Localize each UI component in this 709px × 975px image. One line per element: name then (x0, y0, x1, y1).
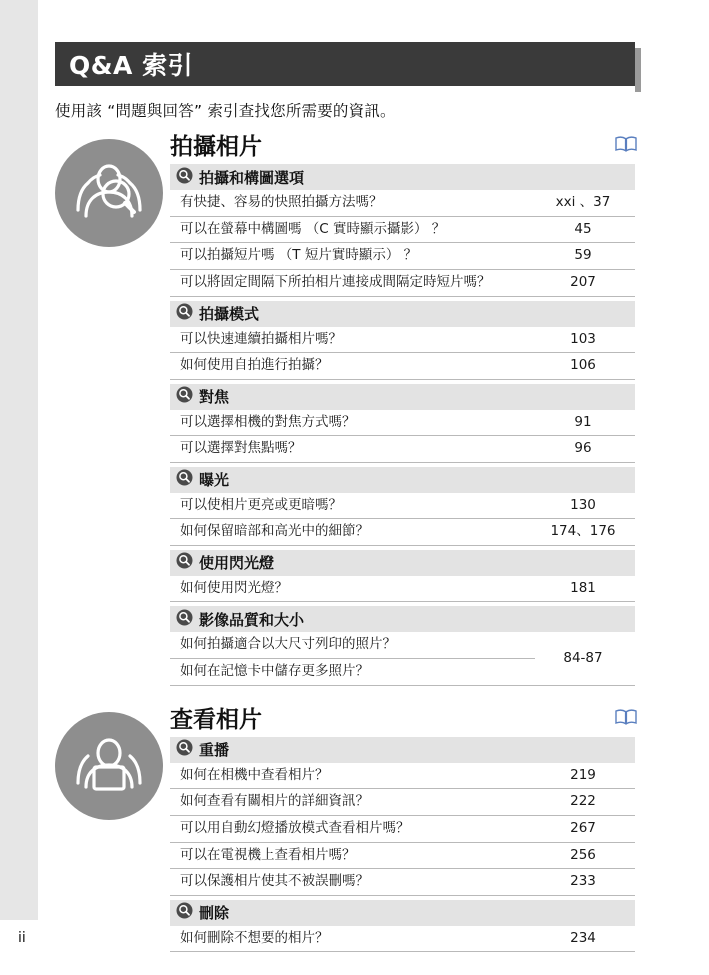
qa-question: 有快捷、容易的快照拍攝方法嗎？ (170, 190, 535, 216)
qa-question: 可以在電視機上查看相片嗎？ (170, 842, 535, 869)
table-row (170, 789, 635, 816)
page-title-bar (55, 42, 635, 86)
qa-question: 可以拍攝短片嗎 （T 短片實時顯示） ？ (170, 243, 535, 270)
subgroup-label: 曝光 (199, 471, 230, 490)
qa-page[interactable]: 106 (535, 353, 635, 380)
page-title: Q&A 索引 (69, 51, 194, 80)
question-magnifier-icon (176, 609, 193, 630)
page-content (55, 0, 655, 952)
qa-page[interactable]: 219 (535, 763, 635, 789)
qa-table (170, 327, 635, 380)
subgroup-label: 重播 (199, 741, 230, 760)
question-magnifier-icon (176, 167, 193, 188)
qa-page[interactable]: 207 (535, 269, 635, 296)
subgroup-header (170, 900, 635, 926)
question-magnifier-icon (176, 739, 193, 760)
qa-page[interactable]: 234 (535, 926, 635, 952)
table-row (170, 327, 635, 353)
qa-page[interactable]: 256 (535, 842, 635, 869)
qa-question: 可以選擇對焦點嗎？ (170, 436, 535, 463)
section-playback (55, 708, 655, 953)
page-number: ii (18, 930, 26, 946)
subgroup-header (170, 301, 635, 327)
table-row (170, 410, 635, 436)
qa-page[interactable]: 91 (535, 410, 635, 436)
question-magnifier-icon (176, 469, 193, 490)
subgroup-label: 影像品質和大小 (199, 610, 305, 629)
playback-viewing-icon (55, 712, 163, 820)
qa-table (170, 632, 635, 685)
subgroup-label: 刪除 (199, 904, 230, 923)
question-magnifier-icon (176, 902, 193, 923)
section-header-playback (170, 708, 655, 733)
subgroup-header (170, 737, 635, 763)
section-body-shooting (170, 164, 635, 685)
subgroup-header (170, 164, 635, 190)
table-row (170, 576, 635, 602)
table-row (170, 763, 635, 789)
qa-page-merged[interactable]: 84-87 (535, 632, 635, 685)
qa-question: 如何在相機中查看相片？ (170, 763, 535, 789)
qa-question: 如何保留暗部和高光中的細節？ (170, 519, 535, 546)
qa-page[interactable]: 267 (535, 816, 635, 843)
qa-question: 如何使用自拍進行拍攝？ (170, 353, 535, 380)
question-magnifier-icon (176, 303, 193, 324)
qa-table (170, 190, 635, 296)
table-row (170, 243, 635, 270)
table-row (170, 869, 635, 896)
subgroup-header (170, 384, 635, 410)
section-shooting (55, 135, 655, 686)
qa-page[interactable]: 174、176 (535, 519, 635, 546)
table-row (170, 926, 635, 952)
table-row (170, 436, 635, 463)
section-title: 拍攝相片 (170, 134, 262, 160)
qa-page[interactable]: 222 (535, 789, 635, 816)
qa-page[interactable]: 45 (535, 216, 635, 243)
subgroup-header (170, 467, 635, 493)
section-body-playback (170, 737, 635, 952)
table-row (170, 269, 635, 296)
qa-table (170, 926, 635, 953)
table-row (170, 493, 635, 519)
qa-question: 可以快速連續拍攝相片嗎？ (170, 327, 535, 353)
question-magnifier-icon (176, 552, 193, 573)
subgroup-label: 使用閃光燈 (199, 554, 275, 573)
table-row (170, 816, 635, 843)
subgroup-header (170, 550, 635, 576)
portrait-shooting-icon (55, 139, 163, 247)
qa-table (170, 576, 635, 603)
qa-question: 可以將固定間隔下所拍相片連接成間隔定時短片嗎？ (170, 269, 535, 296)
qa-question: 如何查看有關相片的詳細資訊？ (170, 789, 535, 816)
table-row (170, 190, 635, 216)
table-row (170, 632, 635, 658)
qa-question: 可以保護相片使其不被誤刪嗎？ (170, 869, 535, 896)
subgroup-label: 拍攝和構圖選項 (199, 168, 305, 187)
section-title: 查看相片 (170, 706, 262, 733)
book-icon (615, 136, 637, 156)
qa-question: 可以使相片更亮或更暗嗎？ (170, 493, 535, 519)
qa-question: 如何在記憶卡中儲存更多照片？ (170, 659, 535, 686)
page-intro-text: 使用該 “問題與回答” 索引查找您所需要的資訊。 (55, 102, 396, 120)
qa-page[interactable]: 233 (535, 869, 635, 896)
section-header-shooting (170, 135, 655, 160)
table-row (170, 353, 635, 380)
qa-page[interactable]: 181 (535, 576, 635, 602)
qa-page[interactable]: 59 (535, 243, 635, 270)
table-row (170, 216, 635, 243)
table-row (170, 519, 635, 546)
qa-page[interactable]: 130 (535, 493, 635, 519)
book-icon (615, 709, 637, 729)
qa-page[interactable]: 103 (535, 327, 635, 353)
qa-question: 可以選擇相機的對焦方式嗎？ (170, 410, 535, 436)
qa-page[interactable]: xxi 、37 (535, 190, 635, 216)
subgroup-label: 拍攝模式 (199, 305, 260, 324)
qa-question: 可以用自動幻燈播放模式查看相片嗎？ (170, 816, 535, 843)
question-magnifier-icon (176, 386, 193, 407)
qa-table (170, 410, 635, 463)
qa-table (170, 493, 635, 546)
qa-question: 如何使用閃光燈？ (170, 576, 535, 602)
qa-question: 如何拍攝適合以大尺寸列印的照片？ (170, 632, 535, 658)
qa-question: 如何刪除不想要的相片？ (170, 926, 535, 952)
table-row (170, 842, 635, 869)
qa-page[interactable]: 96 (535, 436, 635, 463)
qa-question: 可以在螢幕中構圖嗎 （C 實時顯示攝影） ？ (170, 216, 535, 243)
qa-table (170, 763, 635, 896)
subgroup-header (170, 606, 635, 632)
subgroup-label: 對焦 (199, 388, 230, 407)
page-edge-tab (0, 0, 38, 920)
